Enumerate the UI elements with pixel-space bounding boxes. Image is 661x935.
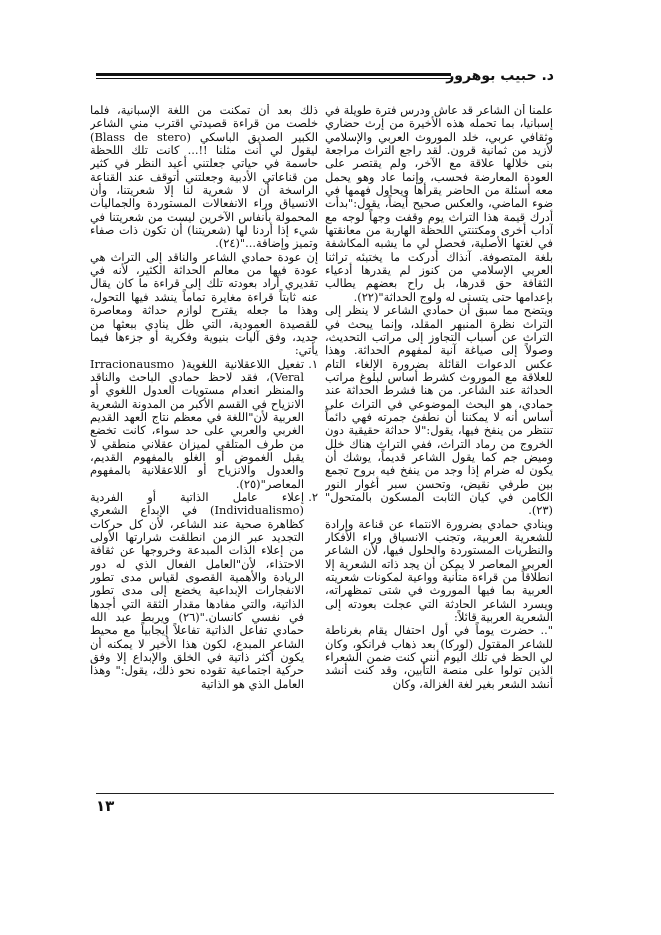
- footer-rule: [96, 793, 554, 794]
- list-item-text: تفعيل اللاعقلانية اللغوية( Irracionausmo Veral)، فقد لاحظ حمادي الباحث والناقد والمنظر انعدام مستويات العدول اللغوي أو الانزياح في القسم الأكبر من المدونة الشعرية العربية لأن"اللغة في معظم نتاج العهد القديم الغربي والعربي على حد سواء، كانت تخضع من طرف المتلقي لميزان عقلاني منطقي لا يقبل الغموض أو الغلو بالمفهوم القديم، والعدول والانزياح أو اللاعقلانية بالمفهوم المعاصر"(٢٥).: [90, 356, 304, 491]
- paragraph: ويتضح مما سبق أن حمادي الشاعر لا ينظر إلى التراث نظرة المنبهر المقلد، وإنما يبحث في التراث عن أسباب التجاوز إلى مراتب التحديث، وصولاً إلى صياغة آنية لمفهوم الحداثة. وهذا عكس الدعوات القائلة بضرورة الإلغاء التام للعلاقة مع الموروث كشرط أساس لبلوغ مراتب الحداثة عند الشاعر. من هنا فشرط الحداثة عند حمادي، هو البحث الموضوعي في التراث على أساس أنه لا يمكننا أن نطفئ جمرته فهي دائماً تنتظر من ينفخ فيها، يقول:"لا حداثة حقيقية دون الخروج من رماد التراث، ففي التراث هناك خلل وميض جم كما يقول الشاعر قديماً، يوشك أن يكون له ضرام إذا وجد من ينفخ فيه بروح تجمع بين طرفي نقيض، وتحسن سبر أغوار النور الكامن في كيان الثابت المسكون بالمتحول"(٢٣).: [325, 303, 553, 518]
- page-number: ١٣: [96, 797, 115, 815]
- list-item: [90, 358, 318, 491]
- list-item-text: إعلاء عامل الذاتية أو الفردية (Individualismo) في الإبداع الشعري كظاهرة صحية عند الشاعر، لأن كل حركات التجديد عبر الزمن انطلقت شرارتها الأولى من إعلاء الذات المبدعة وخروجها عن ثقافة الاحتذاء، لأن"العامل الفعال الذي له دور الريادة والأهمية القصوى لقياس مدى تطور الانفجارات الإبداعية يخضع إلى مدى تطور الذاتية، والتي مفادها مقدار الثقة التي أجدها في نفسي كانسان."(٢٦) ويربط عبد الله حمادي تفاعل الذاتية تفاعلاً إيجابياً مع محيط الشاعر المبدع، لكون هذا الأخير لا يمكنه أن يكون أكثر ذاتية في الخلق والإبداع إلا وفق حركية اجتماعية تقوده نحو ذلك، يقول:" وهذا العامل الذي هو الذاتية: [90, 489, 304, 691]
- author-name: د. حبيب بوهرور: [446, 68, 554, 84]
- left-column: [90, 104, 318, 780]
- paragraph: علمنا أن الشاعر قد عاش ودرس فترة طويلة في إسبانيا، بما تحمله هذه الأخيرة من إرث حضاري وثقافي عربي، خلد الموروث العربي والإسلامي لأزيد من ثمانية قرون. لقد راجع التراث مراجعة بنى خلالها علاقة مع الآخر، ولم يقتصر على العودة المعارضة فحسب، وإنما عاد وهو يحمل معه أسئلة من الحاضر يقرأها ويحاول فهمها في ضوء الماضي، والعكس صحيح أيضاً، يقول:"بدأت أدرك قيمة هذا التراث يوم وقفت وجهاً لوجه مع آداب أخرى ومكتنتي اللحظة الهاربة من معانقتها في لغتها الأصلية، فحصل لي ما يشبه المكاشفة بلغة المتصوفة. آنذاك أدركت ما يختبئه تراثنا العربي الإسلامي من كنوز لم يقدرها أدعياء الثقافة حق قدرها، بل راح بعضهم يطالب بإعدامها حتى يتسنى له ولوج الحداثة"(٢٢).: [325, 104, 553, 304]
- paragraph: ذلك بعد أن تمكنت من اللغة الإسبانية، فلما خلصت من قراءة قصيدتي اقترب مني الشاعر الكبير الصديق الباسكي (Blass de stero) ليقول لي أنت مثلنا !!... كانت تلك اللحظة حاسمة في حياتي جعلتني أعيد النظر في كثير من قناعاتي الأدبية وجعلتني أتوقف عند القناعة الراسخة أن لا شعرية لنا إلا شعريتنا، وأن الانسياق وراء الانفعالات المستوردة والجماليات المحمولة بأنفاس الآخرين ليست من شعريتنا في شيء إذا أردنا لها (شعريتنا) أن تكون ذات صفاء وتميز وإضافة..."(٢٤).: [90, 104, 318, 251]
- header-rule-thick: [96, 73, 451, 76]
- header-rule-thin: [96, 78, 451, 79]
- list-item-number: ١.: [308, 356, 318, 371]
- page-header: [96, 66, 554, 88]
- paragraph: إن عودة حمادي الشاعر والناقد إلى التراث هي عودة فيها من معالم الحداثة الكثير، لأنه في تقديري أراد بعودته تلك إلى قراءة ما كان يقال عنه ثابتاً قراءة مغايرة تماماً ينشد فيها التحول، وهذا ما جعله يقترح لوازم حداثة ومعاصرة للقصيدة العمودية، التي ظل ينادي ببعثها من جديد، وفق آليات بنيوية وفكرية أو جزءها فيما يأتي:: [90, 249, 318, 358]
- list-item-number: ٢.: [308, 489, 318, 504]
- list-item: [90, 491, 318, 691]
- paragraph: ".. حضرت يوماً في أول احتفال يقام بغرناطة للشاعر المقتول (لوركا) بعد ذهاب فرانكو، وكان لي الحظ في تلك اليوم أنني كنت ضمن الشعراء الذين تولوا على منصة التأبين، وقد كنت أنشد أنشد الشعر بغير لغة الغزالة، وكان: [325, 623, 553, 691]
- paragraph: وينادي حمادي بضرورة الانتماء عن قناعة وإرادة للشعرية العربية، وتجنب الانسياق وراء الأفكار والنظريات المستوردة والحلول فيها، لأن الشاعر العربي المعاصر لا يمكن أن يجد ذاته الشعرية إلا انطلاقاً من قراءة متأنية وواعية لمكونات شعريته العربية بما فيها الموروث في شتى تمظهراته، ويسرد الشاعر الحادثة التي عجلت بعودته إلى الشعرية العربية قائلاً:: [325, 516, 553, 625]
- numbered-list: [90, 358, 318, 692]
- right-column: [325, 104, 553, 780]
